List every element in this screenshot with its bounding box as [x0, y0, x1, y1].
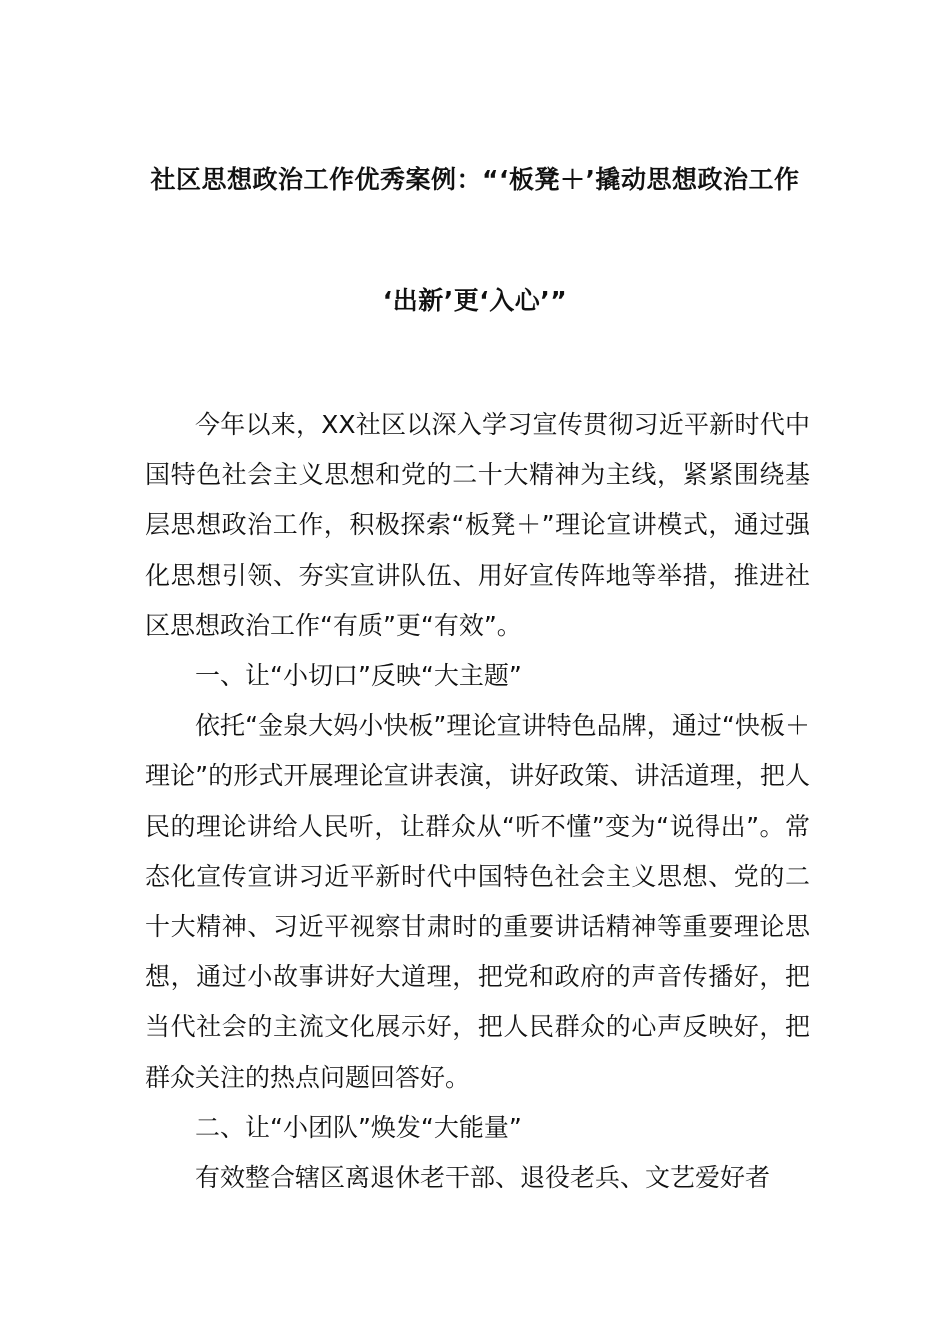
paragraph-intro: 今年以来，XX社区以深入学习宣传贯彻习近平新时代中国特色社会主义思想和党的二十大精神为主线，紧紧围绕基层思想政治工作，积极探索“板凳＋”理论宣讲模式，通过强化思想引领、夯实宣讲队伍、用好宣传阵地等举措，推进社区思想政治工作“有质”更“有效”。 — [145, 410, 810, 640]
document-body — [145, 400, 810, 1203]
document-title-line-1: 社区思想政治工作优秀案例：“‘板凳＋’撬动思想政治工作 — [150, 165, 800, 194]
document-title-line-2: ‘出新’更‘入心’” — [382, 286, 568, 315]
paragraph-section-1: 依托“金泉大妈小快板”理论宣讲特色品牌，通过“快板＋理论”的形式开展理论宣讲表演，讲好政策、讲活道理，把人民的理论讲给人民听，让群众从“听不懂”变为“说得出”。常态化宣传宣讲习近平新时代中国特色社会主义思想、党的二十大精神、习近平视察甘肃时的重要讲话精神等重要理论思想，通过小故事讲好大道理，把党和政府的声音传播好，把当代社会的主流文化展示好，把人民群众的心声反映好，把群众关注的热点问题回答好。 — [145, 711, 810, 1092]
section-heading-1: 一、让“小切口”反映“大主题” — [195, 661, 522, 691]
paragraph-section-2: 有效整合辖区离退休老干部、退役老兵、文艺爱好者 — [195, 1163, 771, 1193]
section-heading-2: 二、让“小团队”焕发“大能量” — [195, 1112, 522, 1142]
